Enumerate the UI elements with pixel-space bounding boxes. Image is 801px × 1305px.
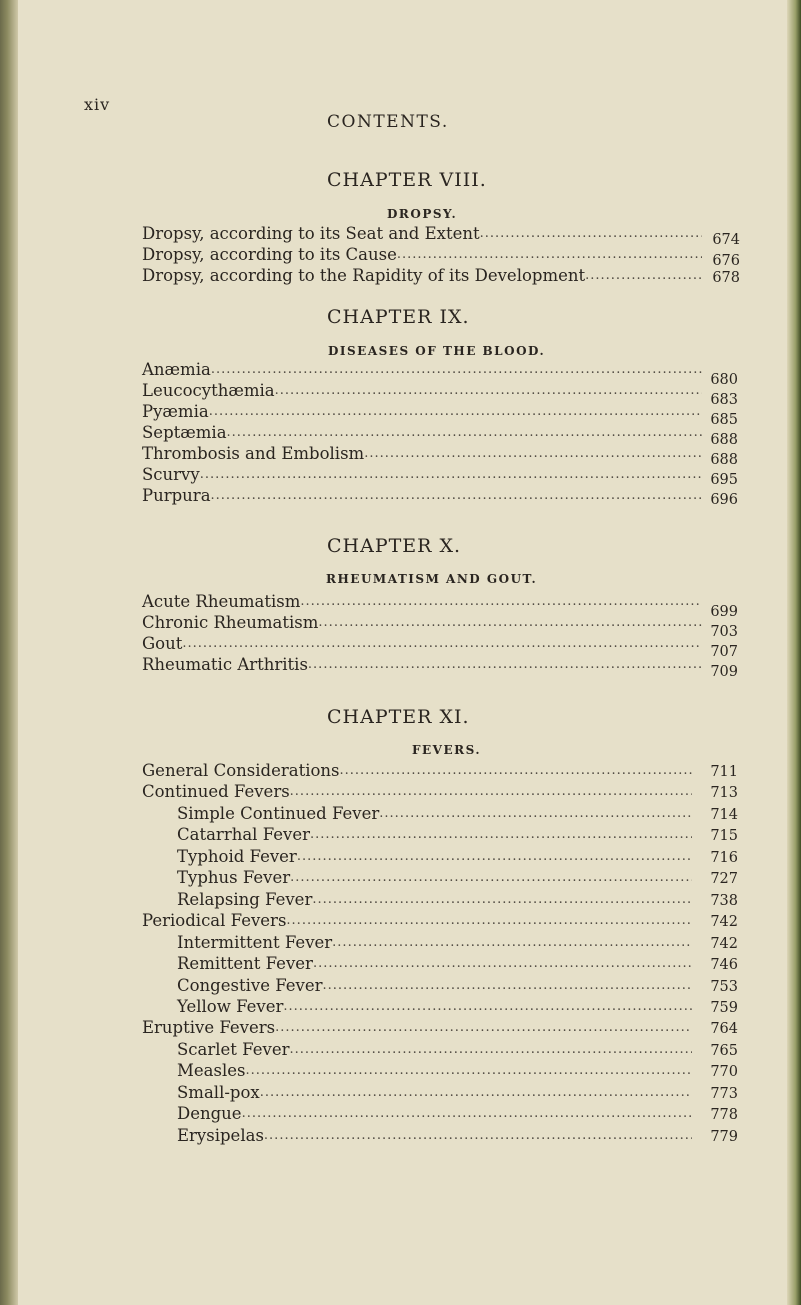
toc-page-number: 746 bbox=[710, 957, 738, 974]
leader-dots bbox=[290, 782, 692, 802]
toc-entry[interactable] bbox=[142, 592, 702, 612]
toc-entry-label: Measles bbox=[177, 1061, 246, 1081]
toc-entry[interactable] bbox=[142, 761, 692, 781]
toc-page-number: 715 bbox=[710, 828, 738, 845]
toc-entry-label: Leucocythæmia bbox=[142, 381, 275, 400]
toc-entry[interactable] bbox=[177, 804, 692, 824]
chapter-ix-title: CHAPTER IX. bbox=[327, 306, 470, 328]
toc-entry[interactable] bbox=[177, 890, 692, 910]
leader-dots bbox=[283, 997, 692, 1017]
toc-page-number: 699 bbox=[710, 604, 738, 620]
toc-entry[interactable] bbox=[142, 266, 704, 286]
toc-entry-label: Chronic Rheumatism bbox=[142, 613, 319, 632]
leader-dots bbox=[340, 761, 692, 781]
toc-page-number: 738 bbox=[710, 892, 738, 909]
leader-dots bbox=[209, 402, 702, 422]
toc-entry-label: Dropsy, according to its Cause bbox=[142, 245, 397, 264]
toc-page-number: 678 bbox=[712, 270, 740, 286]
leader-dots bbox=[297, 847, 692, 867]
toc-page-number: 716 bbox=[710, 849, 738, 866]
leader-dots bbox=[200, 465, 702, 485]
toc-page-number: 779 bbox=[710, 1128, 738, 1145]
toc-page-number: 685 bbox=[710, 412, 738, 428]
toc-entry[interactable] bbox=[177, 1083, 692, 1103]
toc-page-number: 676 bbox=[712, 253, 740, 269]
toc-entry-label: Remittent Fever bbox=[177, 954, 313, 974]
chapter-x-subtitle: RHEUMATISM AND GOUT. bbox=[326, 572, 538, 586]
page-number: xiv bbox=[84, 95, 111, 114]
toc-entry-label: Gout bbox=[142, 634, 183, 653]
leader-dots bbox=[290, 868, 692, 888]
toc-entry[interactable] bbox=[142, 1018, 692, 1038]
toc-entry-label: Intermittent Fever bbox=[177, 932, 333, 952]
toc-entry-label: Dropsy, according to the Rapidity of its Development bbox=[142, 266, 586, 285]
page-edge-left bbox=[0, 0, 18, 1305]
toc-entry[interactable] bbox=[142, 634, 702, 654]
leader-dots bbox=[211, 360, 702, 380]
leader-dots bbox=[275, 381, 702, 401]
leader-dots bbox=[585, 266, 704, 286]
toc-entry[interactable] bbox=[177, 933, 692, 953]
toc-entry[interactable] bbox=[142, 245, 702, 265]
toc-entry-label: Catarrhal Fever bbox=[177, 825, 310, 845]
toc-entry-label: Septæmia bbox=[142, 423, 227, 442]
toc-page-number: 688 bbox=[710, 432, 738, 448]
toc-page-number: 765 bbox=[710, 1042, 738, 1059]
toc-entry-label: Typhoid Fever bbox=[177, 846, 297, 866]
toc-page-number: 695 bbox=[710, 472, 738, 488]
leader-dots bbox=[312, 890, 692, 910]
chapter-xi-title: CHAPTER XI. bbox=[327, 706, 470, 728]
toc-page-number: 742 bbox=[710, 935, 738, 952]
toc-page-number: 753 bbox=[710, 978, 738, 995]
toc-entry-label: General Considerations bbox=[142, 761, 340, 780]
toc-entry-label: Anæmia bbox=[142, 360, 211, 379]
leader-dots bbox=[245, 1061, 692, 1081]
toc-page-number: 770 bbox=[710, 1064, 738, 1081]
toc-entry-label: Yellow Fever bbox=[177, 996, 284, 1016]
toc-entry[interactable] bbox=[177, 976, 692, 996]
toc-entry-label: Acute Rheumatism bbox=[142, 592, 301, 611]
toc-entry-label: Pyæmia bbox=[142, 402, 209, 421]
toc-entry-label: Simple Continued Fever bbox=[177, 803, 380, 823]
leader-dots bbox=[310, 825, 692, 845]
toc-page-number: 680 bbox=[710, 372, 738, 388]
toc-entry-label: Congestive Fever bbox=[177, 975, 323, 995]
toc-page-number: 709 bbox=[710, 664, 738, 680]
toc-entry[interactable] bbox=[142, 423, 702, 443]
toc-entry[interactable] bbox=[142, 360, 702, 380]
toc-entry-label: Scarlet Fever bbox=[177, 1039, 290, 1059]
toc-page-number: 759 bbox=[710, 999, 738, 1016]
toc-entry-label: Relapsing Fever bbox=[177, 889, 313, 909]
toc-entry[interactable] bbox=[142, 402, 702, 422]
toc-page-number: 773 bbox=[710, 1085, 738, 1102]
leader-dots bbox=[211, 486, 702, 506]
toc-entry-label: Dropsy, according to its Seat and Extent bbox=[142, 224, 480, 243]
toc-page-number: 707 bbox=[710, 644, 738, 660]
leader-dots bbox=[308, 655, 702, 675]
toc-entry[interactable] bbox=[177, 954, 692, 974]
toc-entry-label: Continued Fevers bbox=[142, 782, 290, 802]
page-edge-right bbox=[787, 0, 801, 1305]
leader-dots bbox=[323, 976, 692, 996]
toc-page-number: 727 bbox=[710, 871, 738, 888]
toc-entry-label: Erysipelas bbox=[177, 1125, 264, 1145]
leader-dots bbox=[260, 1083, 692, 1103]
chapter-viii-subtitle: DROPSY. bbox=[387, 207, 458, 221]
toc-page-number: 713 bbox=[710, 785, 738, 802]
toc-entry[interactable] bbox=[177, 1040, 692, 1060]
toc-entry[interactable] bbox=[177, 847, 692, 867]
toc-entry[interactable] bbox=[177, 868, 692, 888]
toc-entry-label: Rheumatic Arthritis bbox=[142, 655, 308, 674]
running-head: CONTENTS. bbox=[327, 112, 449, 132]
toc-page-number: 711 bbox=[710, 764, 738, 780]
toc-page-number: 714 bbox=[710, 806, 738, 823]
chapter-x-title: CHAPTER X. bbox=[327, 535, 462, 557]
toc-entry-label: Small-pox bbox=[177, 1082, 260, 1102]
toc-page-number: 778 bbox=[710, 1107, 738, 1124]
toc-entry[interactable] bbox=[142, 655, 702, 675]
toc-entry-label: Typhus Fever bbox=[177, 868, 291, 888]
leader-dots bbox=[313, 954, 692, 974]
toc-entry[interactable] bbox=[177, 1104, 692, 1124]
toc-entry[interactable] bbox=[177, 1126, 692, 1146]
leader-dots bbox=[300, 592, 702, 612]
leader-dots bbox=[364, 444, 702, 464]
toc-entry-label: Thrombosis and Embolism bbox=[142, 444, 365, 463]
toc-entry[interactable] bbox=[142, 486, 702, 506]
toc-entry[interactable] bbox=[177, 997, 692, 1017]
leader-dots bbox=[182, 634, 702, 654]
leader-dots bbox=[397, 245, 702, 265]
toc-entry[interactable] bbox=[177, 1061, 692, 1081]
leader-dots bbox=[275, 1018, 692, 1038]
toc-page-number: 696 bbox=[710, 492, 738, 508]
leader-dots bbox=[264, 1126, 692, 1146]
toc-entry[interactable] bbox=[142, 224, 702, 244]
toc-entry-label: Scurvy bbox=[142, 465, 200, 484]
toc-entry[interactable] bbox=[142, 444, 702, 464]
toc-entry-label: Eruptive Fevers bbox=[142, 1018, 276, 1038]
toc-entry[interactable] bbox=[142, 381, 702, 401]
toc-page-number: 764 bbox=[710, 1021, 738, 1038]
toc-page-number: 703 bbox=[710, 624, 738, 640]
toc-entry[interactable] bbox=[142, 911, 692, 931]
toc-entry[interactable] bbox=[142, 782, 692, 802]
toc-entry[interactable] bbox=[177, 825, 692, 845]
leader-dots bbox=[242, 1104, 692, 1124]
toc-page-number: 674 bbox=[712, 232, 740, 248]
leader-dots bbox=[379, 804, 692, 824]
toc-page-number: 742 bbox=[710, 914, 738, 931]
toc-entry[interactable] bbox=[142, 613, 702, 633]
toc-page-number: 688 bbox=[710, 452, 738, 468]
chapter-ix-subtitle: DISEASES OF THE BLOOD. bbox=[328, 344, 546, 358]
toc-page-number: 683 bbox=[710, 392, 738, 408]
chapter-viii-title: CHAPTER VIII. bbox=[327, 169, 487, 191]
leader-dots bbox=[480, 224, 702, 244]
toc-entry-label: Periodical Fevers bbox=[142, 911, 287, 931]
leader-dots bbox=[318, 613, 702, 633]
toc-entry-label: Dengue bbox=[177, 1104, 242, 1124]
chapter-xi-subtitle: FEVERS. bbox=[412, 743, 482, 757]
leader-dots bbox=[332, 933, 692, 953]
leader-dots bbox=[286, 911, 692, 931]
toc-entry[interactable] bbox=[142, 465, 702, 485]
leader-dots bbox=[289, 1040, 692, 1060]
toc-entry-label: Purpura bbox=[142, 486, 211, 505]
leader-dots bbox=[227, 423, 702, 443]
